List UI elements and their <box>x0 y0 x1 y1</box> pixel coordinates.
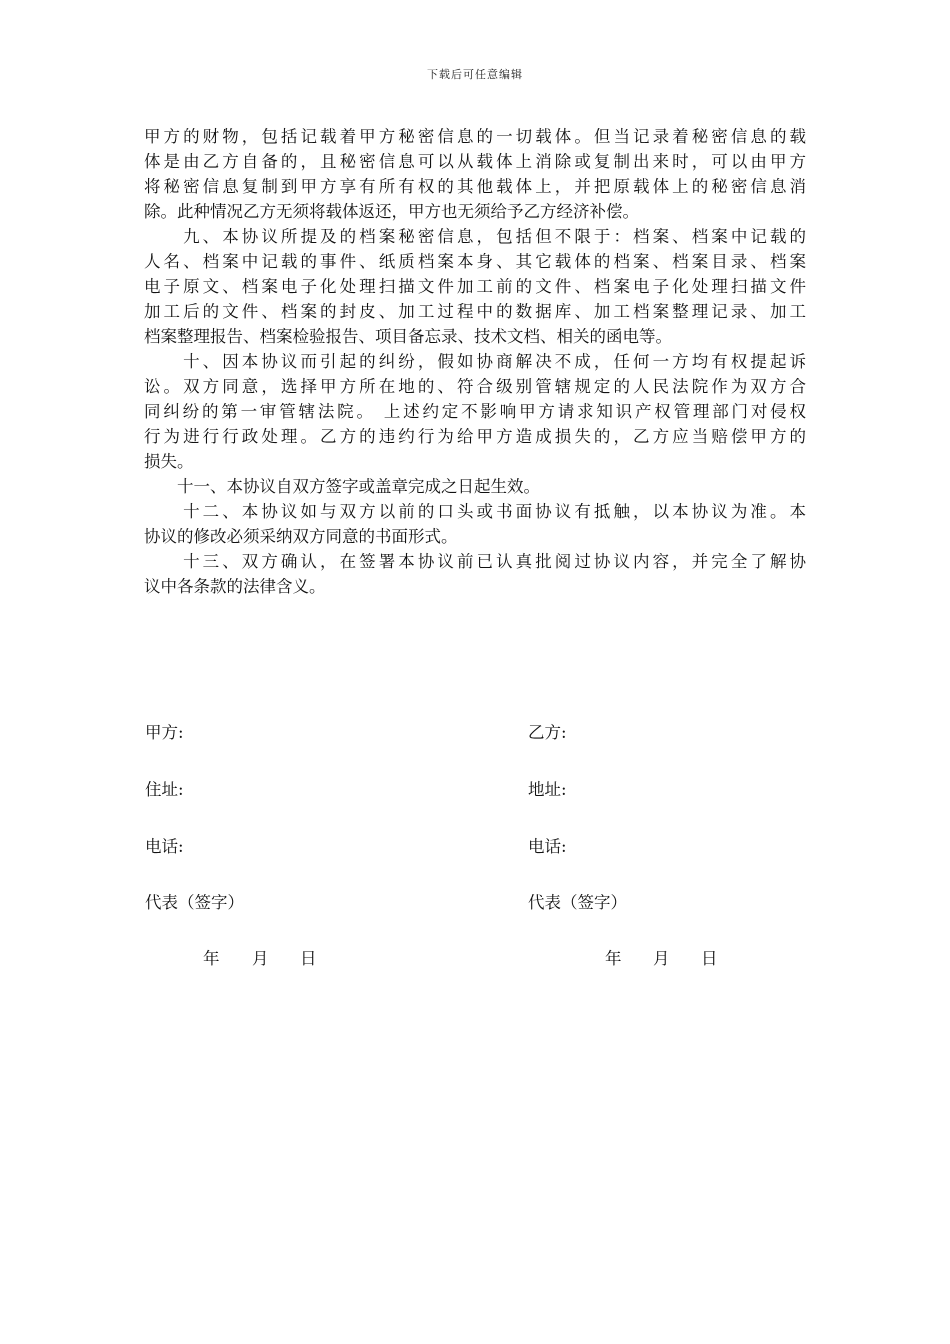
party-a-address-label: 住址: <box>145 780 184 799</box>
body-line-2: 体是由乙方自备的，且秘密信息可以从载体上消除或复制出来时，可以由甲方 <box>144 152 806 171</box>
body-line-1: 甲方的财物，包括记载着甲方秘密信息的一切载体。但当记录着秘密信息的载 <box>144 127 806 146</box>
clause-12-line-1: 十二、本协议如与双方以前的口头或书面协议有抵触，以本协议为准。本 <box>144 502 806 521</box>
party-a-representative-label: 代表（签字） <box>145 893 244 912</box>
party-a-date-month: 月 <box>252 949 269 968</box>
clause-10-line-4: 行为进行行政处理。乙方的违约行为给甲方造成损失的，乙方应当赔偿甲方的 <box>144 427 806 446</box>
party-b-date-month: 月 <box>653 949 670 968</box>
body-line-3: 将秘密信息复制到甲方享有所有权的其他载体上，并把原载体上的秘密信息消 <box>144 177 806 196</box>
clause-13-line-1: 十三、双方确认，在签署本协议前已认真批阅过协议内容，并完全了解协 <box>144 552 806 571</box>
clause-13-line-2: 议中各条款的法律含义。 <box>144 577 326 596</box>
party-a-label: 甲方: <box>145 723 184 742</box>
party-b-date-day: 日 <box>701 949 718 968</box>
clause-10-line-2: 讼。双方同意，选择甲方所在地的、符合级别管辖规定的人民法院作为双方合 <box>144 377 806 396</box>
clause-12-line-2: 协议的修改必须采纳双方同意的书面形式。 <box>144 527 458 546</box>
party-a-date-day: 日 <box>300 949 317 968</box>
agreement-body <box>144 124 806 599</box>
page-header-note: 下载后可任意编辑 <box>427 68 523 81</box>
party-a-phone-label: 电话: <box>145 837 184 856</box>
clause-11-line-1: 十一、本协议自双方签字或盖章完成之日起生效。 <box>144 477 540 496</box>
clause-9-line-4: 加工后的文件、档案的封皮、加工过程中的数据库、加工档案整理记录、加工 <box>144 302 806 321</box>
body-line-4: 除。此种情况乙方无须将载体返还，甲方也无须给予乙方经济补偿。 <box>144 202 639 221</box>
party-b-label: 乙方: <box>528 723 567 742</box>
clause-10-line-1: 十、因本协议而引起的纠纷，假如协商解决不成，任何一方均有权提起诉 <box>144 352 806 371</box>
party-b-phone-label: 电话: <box>528 837 567 856</box>
clause-9-line-1: 九、本协议所提及的档案秘密信息，包括但不限于：档案、档案中记载的 <box>144 227 806 246</box>
party-a-date-year: 年 <box>203 949 220 968</box>
party-b-date-year: 年 <box>605 949 622 968</box>
clause-9-line-5: 档案整理报告、档案检验报告、项目备忘录、技术文档、相关的函电等。 <box>144 327 672 346</box>
party-b-representative-label: 代表（签字） <box>528 893 627 912</box>
clause-9-line-3: 电子原文、档案电子化处理扫描文件加工前的文件、档案电子化处理扫描文件 <box>144 277 806 296</box>
clause-9-line-2: 人名、档案中记载的事件、纸质档案本身、其它载体的档案、档案目录、档案 <box>144 252 806 271</box>
party-b-address-label: 地址: <box>528 780 567 799</box>
clause-10-line-5: 损失。 <box>144 452 194 471</box>
clause-10-line-3: 同纠纷的第一审管辖法院。 上述约定不影响甲方请求知识产权管理部门对侵权 <box>144 402 806 421</box>
